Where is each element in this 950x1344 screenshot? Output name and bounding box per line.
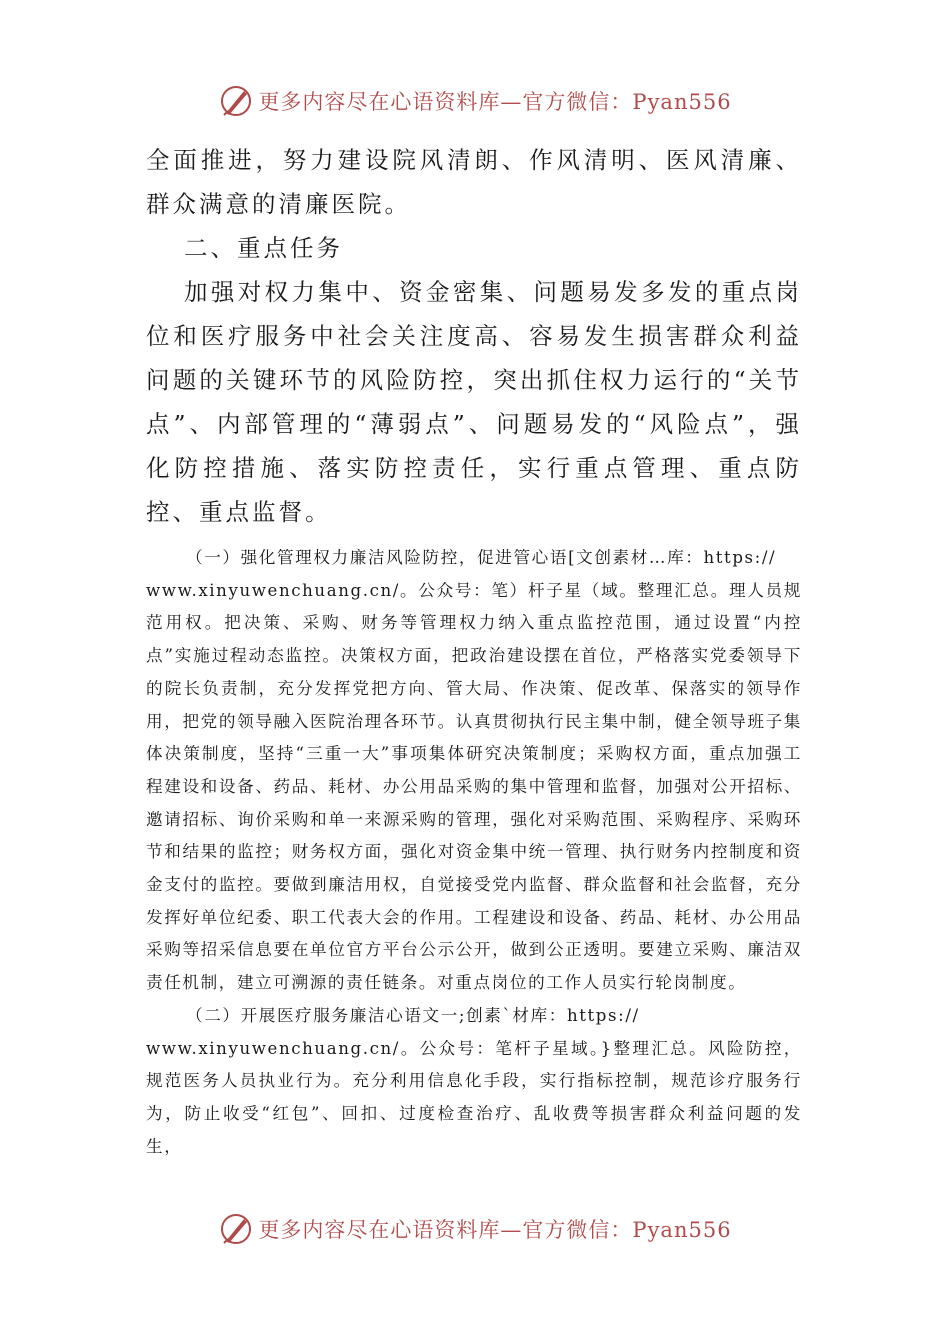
paragraph-2: 加强对权力集中、资金密集、问题易发多发的重点岗位和医疗服务中社会关注度高、容易发生损害群众利益问题的关键环节的风险防控，突出抓住权力运行的“关节点”、内部管理的“薄弱点”、问题易发的“风险点”，强化防控措施、落实防控责任，实行重点管理、重点防控、重点监督。 [146,278,802,526]
footer-watermark-banner [0,1204,950,1254]
subsection-2-text: www.xinyuwenchuang.cn/。公众号：笔杆子星域。}整理汇总。风险防控，规范医务人员执业行为。充分利用信息化手段，实行指标控制，规范诊疗服务行为，防止收受“红包”、回扣、过度检查治疗、乱收费等损害群众利益问题的发生， [146,1038,802,1156]
quill-logo-icon [218,1211,254,1247]
banner-text: 更多内容尽在心语资料库—官方微信：Pyan556 [258,90,732,114]
banner-text: 更多内容尽在心语资料库—官方微信：Pyan556 [258,1218,732,1242]
subsection-block [146,542,802,1163]
paragraph-1: 全面推进，努力建设院风清朗、作风清明、医风清廉、群众满意的清廉医院。 [146,146,802,218]
quill-logo-icon [218,83,254,119]
subsection-1-first-line: （一）强化管理权力廉洁风险防控，促进管心语[文创素材…库：https:// [186,548,777,567]
subsection-2-first-line: （二）开展医疗服务廉洁心语文一;创素`材库：https:// [186,1005,640,1025]
document-body [146,138,802,1163]
section-heading: 二、重点任务 [184,234,343,262]
header-watermark-banner [0,76,950,126]
subsection-1-text: www.xinyuwenchuang.cn/。公众号：笔）杆子星（域。整理汇总。理人员规范用权。把决策、采购、财务等管理权力纳入重点监控范围，通过设置“内控点”实施过程动态监控。决策权方面，把政治建设摆在首位，严格落实党委领导下的院长负责制，充分发挥党把方向、管大局、作决策、促改革、保落实的领导作用，把党的领导融入医院治理各环节。认真贯彻执行民主集中制，健全领导班子集体决策制度，坚持“三重一大”事项集体研究决策制度；采购权方面，重点加强工程建设和设备、药品、耗材、办公用品采购的集中管理和监督，加强对公开招标、邀请招标、询价采购和单一来源采购的管理，强化对采购范围、采购程序、采购环节和结果的监控；财务权方面，强化对资金集中统一管理、执行财务内控制度和资金支付的监控。要做到廉洁用权，自觉接受党内监督、群众监督和社会监督，充分发挥好单位纪委、职工代表大会的作用。工程建设和设备、药品、耗材、办公用品采购等招采信息要在单位官方平台公示公开，做到公正透明。要建立采购、廉洁双责任机制，建立可溯源的责任链条。对重点岗位的工作人员实行轮岗制度。 [146,580,802,993]
